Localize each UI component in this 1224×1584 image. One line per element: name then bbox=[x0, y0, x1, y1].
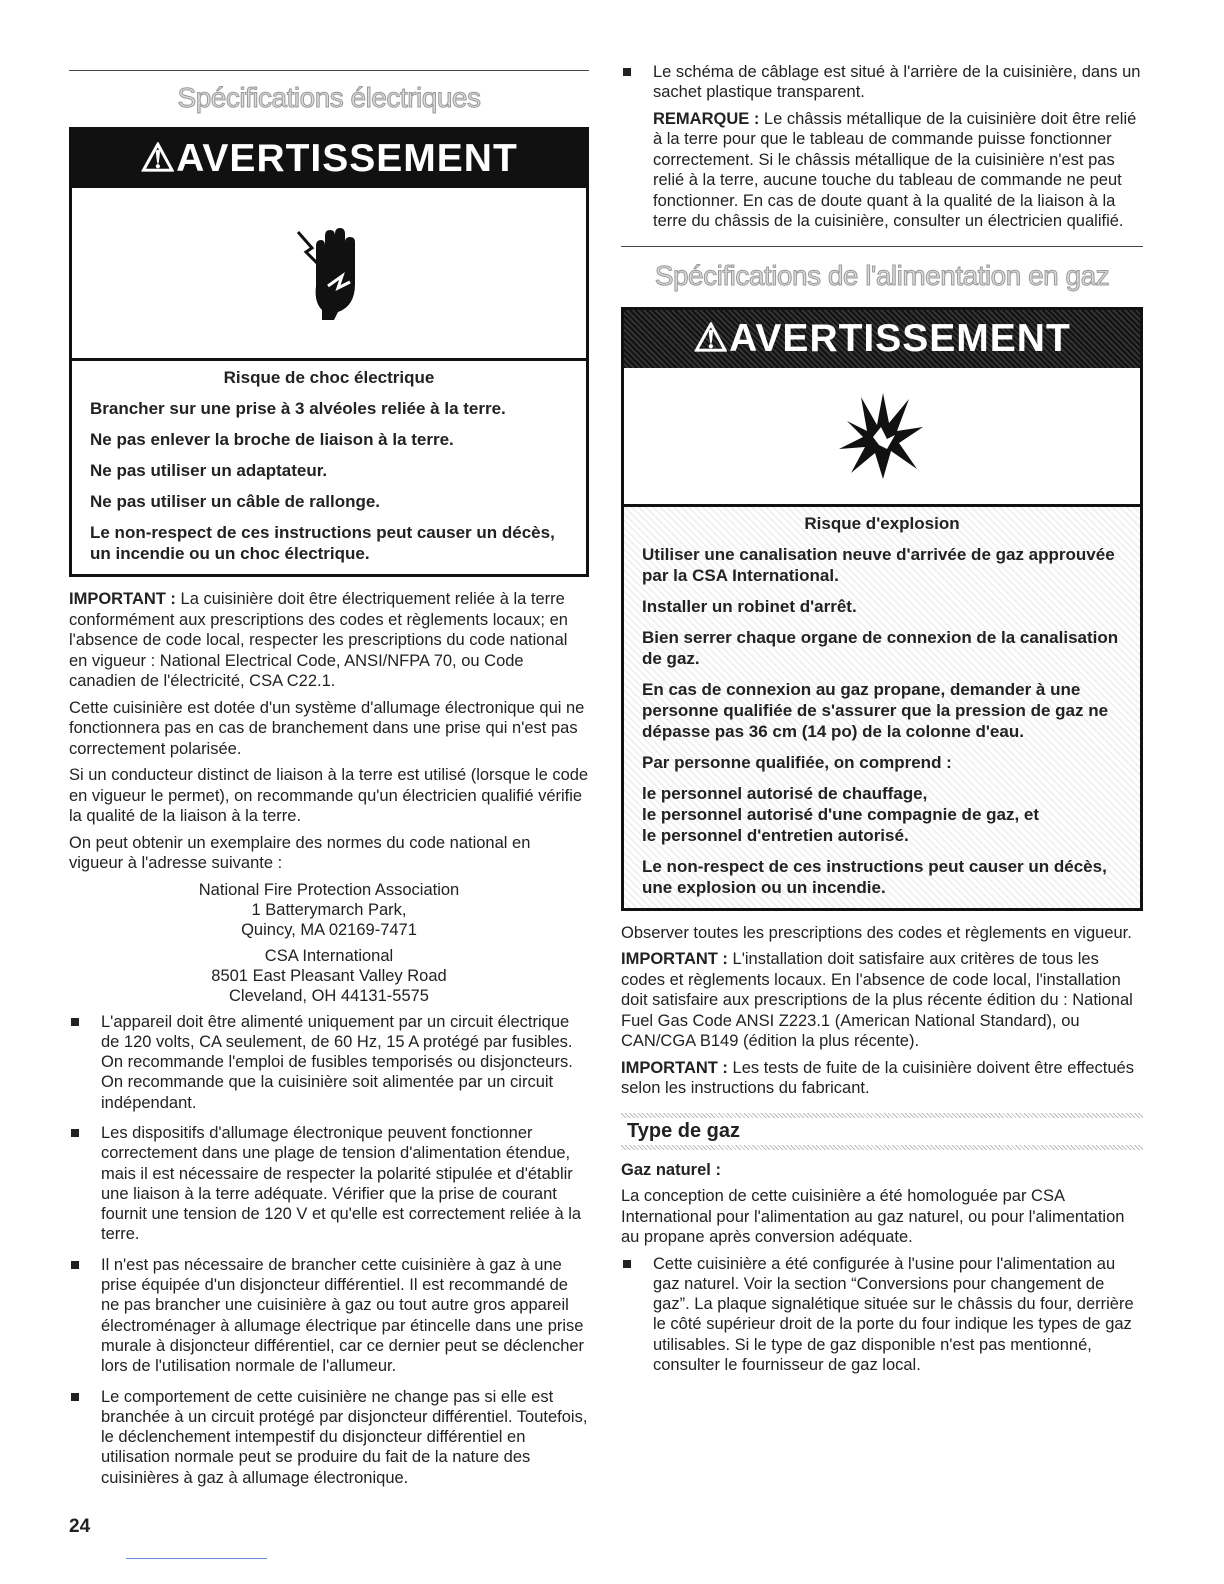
warning-title: Risque de choc électrique bbox=[223, 368, 435, 387]
important-text: Les tests de fuite de la cuisinière doivent être effectués selon les instructions du fabricant. bbox=[621, 1058, 1134, 1098]
copy-paragraph: On peut obtenir un exemplaire des normes du code national en vigueur à l'adresse suivante : bbox=[69, 833, 531, 872]
qualified-list bbox=[642, 783, 1122, 846]
page-number: 24 bbox=[69, 1516, 91, 1537]
list-item: Il n'est pas nécessaire de brancher cette cuisinière à gaz à une prise équipée d'un disjoncteur différentiel. Il est recommandé de ne pas brancher une cuisinière à gaz ou tout autre gros appareil électroménager à allumage électrique par étincelle dans une prise murale à disjoncteur différentiel, car ce dernier peut se déclencher lors de l'utilisation normale de l'allumeur. bbox=[69, 1255, 589, 1377]
important-paragraph bbox=[69, 589, 589, 692]
address-line: National Fire Protection Association bbox=[198, 880, 460, 899]
warning-body bbox=[72, 361, 586, 574]
warning-box-electrical bbox=[69, 127, 589, 577]
right-column bbox=[621, 62, 1143, 1385]
section-title-electrical: Spécifications électriques bbox=[177, 82, 481, 113]
important-label: IMPORTANT : bbox=[621, 950, 728, 969]
address-line: 1 Batterymarch Park, bbox=[251, 900, 407, 919]
address-line: Cleveland, OH 44131-5575 bbox=[229, 986, 429, 1005]
list-item: Cette cuisinière a été configurée à l'usine pour l'alimentation au gaz naturel. Voir la section “Conversions pour changement de gaz”. La plaque signalétique située sur le châssis du four, derrière le côté supérieur droit de la porte du four indique les types de gaz utilisables. Si le type de gaz disponible n'est pas mentionné, consulter le fournisseur de gaz local. bbox=[621, 1254, 1143, 1376]
warning-line: Installer un robinet d'arrêt. bbox=[642, 596, 857, 616]
left-column bbox=[69, 70, 589, 1498]
important-text: La cuisinière doit être électriquement reliée à la terre conformément aux prescriptions des codes et règlements locaux; en l'absence de code local, respecter les prescriptions du code national en vigueur : National Electrical Code, ANSI/NFPA 70, ou Code canadien de l'électricité, CSA C22.1. bbox=[69, 590, 568, 690]
warning-line: En cas de connexion au gaz propane, demander à une personne qualifiée de s'assurer que la pression de gaz ne dépasse pas 36 cm (14 po) de la colonne d'eau. bbox=[642, 679, 1109, 741]
footer-line bbox=[126, 1558, 267, 1559]
warning-body bbox=[624, 507, 1140, 908]
warning-line: Le non-respect de ces instructions peut causer un décès, un incendie ou un choc électrique. bbox=[90, 523, 555, 563]
ignition-paragraph: Cette cuisinière est dotée d'un système d'allumage électronique qui ne fonctionnera pas en cas de branchement dans une prise qui n'est pas correctement polarisée. bbox=[69, 698, 585, 758]
observe-paragraph: Observer toutes les prescriptions des codes et règlements en vigueur. bbox=[621, 923, 1132, 942]
address-line: CSA International bbox=[264, 946, 394, 965]
section-divider bbox=[621, 246, 1143, 247]
gas-type-heading: Type de gaz bbox=[627, 1119, 740, 1142]
warning-line: Ne pas utiliser un câble de rallonge. bbox=[90, 492, 381, 511]
warning-banner: ⚠AVERTISSEMENT bbox=[72, 130, 586, 188]
subsection-divider bbox=[621, 1145, 1143, 1150]
address-nfpa bbox=[69, 880, 589, 940]
warning-line: Brancher sur une prise à 3 alvéoles reliée à la terre. bbox=[90, 399, 506, 418]
important-label: IMPORTANT : bbox=[621, 1058, 728, 1077]
warning-line: Ne pas utiliser un adaptateur. bbox=[90, 461, 328, 480]
remarque-label: REMARQUE : bbox=[653, 109, 760, 128]
qualified-item: le personnel autorisé d'une compagnie de gaz, et bbox=[642, 804, 1040, 824]
remarque-text: Le châssis métallique de la cuisinière doit être relié à la terre pour que le tableau de commande puisse fonctionner correctement. Si le châssis métallique de la cuisinière n'est pas relié à la terre, aucune touche du tableau de commande ne peut fonctionner. En cas de doute quant à la qualité de la liaison à la terre du châssis de la cuisinière, consulter un électricien qualifié. bbox=[653, 109, 1137, 231]
remarque-paragraph bbox=[621, 109, 1143, 232]
important-paragraph bbox=[621, 1058, 1143, 1099]
important-paragraph bbox=[621, 949, 1143, 1052]
section-divider bbox=[69, 70, 589, 71]
warning-line: Ne pas enlever la broche de liaison à la terre. bbox=[90, 430, 454, 449]
warning-title: Risque d'explosion bbox=[804, 513, 960, 533]
warning-icon-area bbox=[624, 368, 1140, 507]
important-label: IMPORTANT : bbox=[69, 590, 176, 608]
list-item: Les dispositifs d'allumage électronique peuvent fonctionner correctement dans une plage de tension d'alimentation étendue, mais il est nécessaire de respecter la polarité stipulée et d'établir une liaison à la terre adéquate. Vérifier que la prise de courant fournit une tension de 120 V et qu'elle est correctement reliée à la terre. bbox=[69, 1123, 589, 1245]
qualified-item: le personnel d'entretien autorisé. bbox=[642, 825, 909, 845]
warning-line: Le non-respect de ces instructions peut causer un décès, une explosion ou un incendie. bbox=[642, 856, 1107, 897]
list-item: Le schéma de câblage est situé à l'arrière de la cuisinière, dans un sachet plastique transparent. bbox=[621, 62, 1143, 103]
address-csa bbox=[69, 946, 589, 1006]
wiring-bullet-list bbox=[621, 62, 1143, 103]
warning-icon-area bbox=[72, 188, 586, 361]
important-text: L'installation doit satisfaire aux critères de tous les codes et règlements locaux. En l'absence de code local, l'installation doit satisfaire aux prescriptions de la plus récente édition du : National Fuel Gas Code ANSI Z223.1 (American National Standard), ou CAN/CGA B149 (édition la plus récente). bbox=[621, 950, 1133, 1051]
warning-line: Bien serrer chaque organe de connexion de la canalisation de gaz. bbox=[642, 627, 1119, 668]
electric-shock-hand-icon bbox=[294, 226, 364, 321]
natural-gas-label-text: Gaz naturel : bbox=[621, 1160, 721, 1179]
section-title-gas: Spécifications de l'alimentation en gaz bbox=[654, 259, 1110, 291]
natural-gas-label bbox=[621, 1160, 1143, 1181]
address-line: 8501 East Pleasant Valley Road bbox=[211, 966, 447, 985]
electrical-bullet-list bbox=[69, 1012, 589, 1489]
list-item: L'appareil doit être alimenté uniquement par un circuit électrique de 120 volts, CA seulement, de 60 Hz, 15 A protégé par fusibles. On recommande l'emploi de fusibles temporisés ou disjoncteurs. On recommande que la cuisinière soit alimentée par un circuit indépendant. bbox=[69, 1012, 589, 1113]
list-item: Le comportement de cette cuisinière ne change pas si elle est branchée à un circuit protégé par disjoncteur différentiel. Toutefois, le déclenchement intempestif du disjoncteur différentiel en utilisation normale peut se produire du fait de la nature des cuisinières à gaz à allumage électronique. bbox=[69, 1387, 589, 1488]
warning-line: Par personne qualifiée, on comprend : bbox=[642, 752, 952, 772]
explosion-icon bbox=[837, 391, 927, 481]
warning-line: Utiliser une canalisation neuve d'arrivée de gaz approuvée par la CSA International. bbox=[642, 544, 1115, 585]
natural-gas-bullet-list bbox=[621, 1254, 1143, 1376]
qualified-item: le personnel autorisé de chauffage, bbox=[642, 783, 928, 803]
address-line: Quincy, MA 02169-7471 bbox=[241, 920, 417, 939]
natural-gas-paragraph: La conception de cette cuisinière a été homologuée par CSA International pour l'alimentation au gaz naturel, ou pour l'alimentation au propane après conversion adéquate. bbox=[621, 1187, 1125, 1247]
warning-box-gas bbox=[621, 307, 1143, 911]
ground-paragraph: Si un conducteur distinct de liaison à la terre est utilisé (lorsque le code en vigueur le permet), on recommande qu'un électricien qualifié vérifie la qualité de la liaison à la terre. bbox=[69, 766, 589, 825]
warning-banner: ⚠AVERTISSEMENT bbox=[624, 310, 1140, 368]
